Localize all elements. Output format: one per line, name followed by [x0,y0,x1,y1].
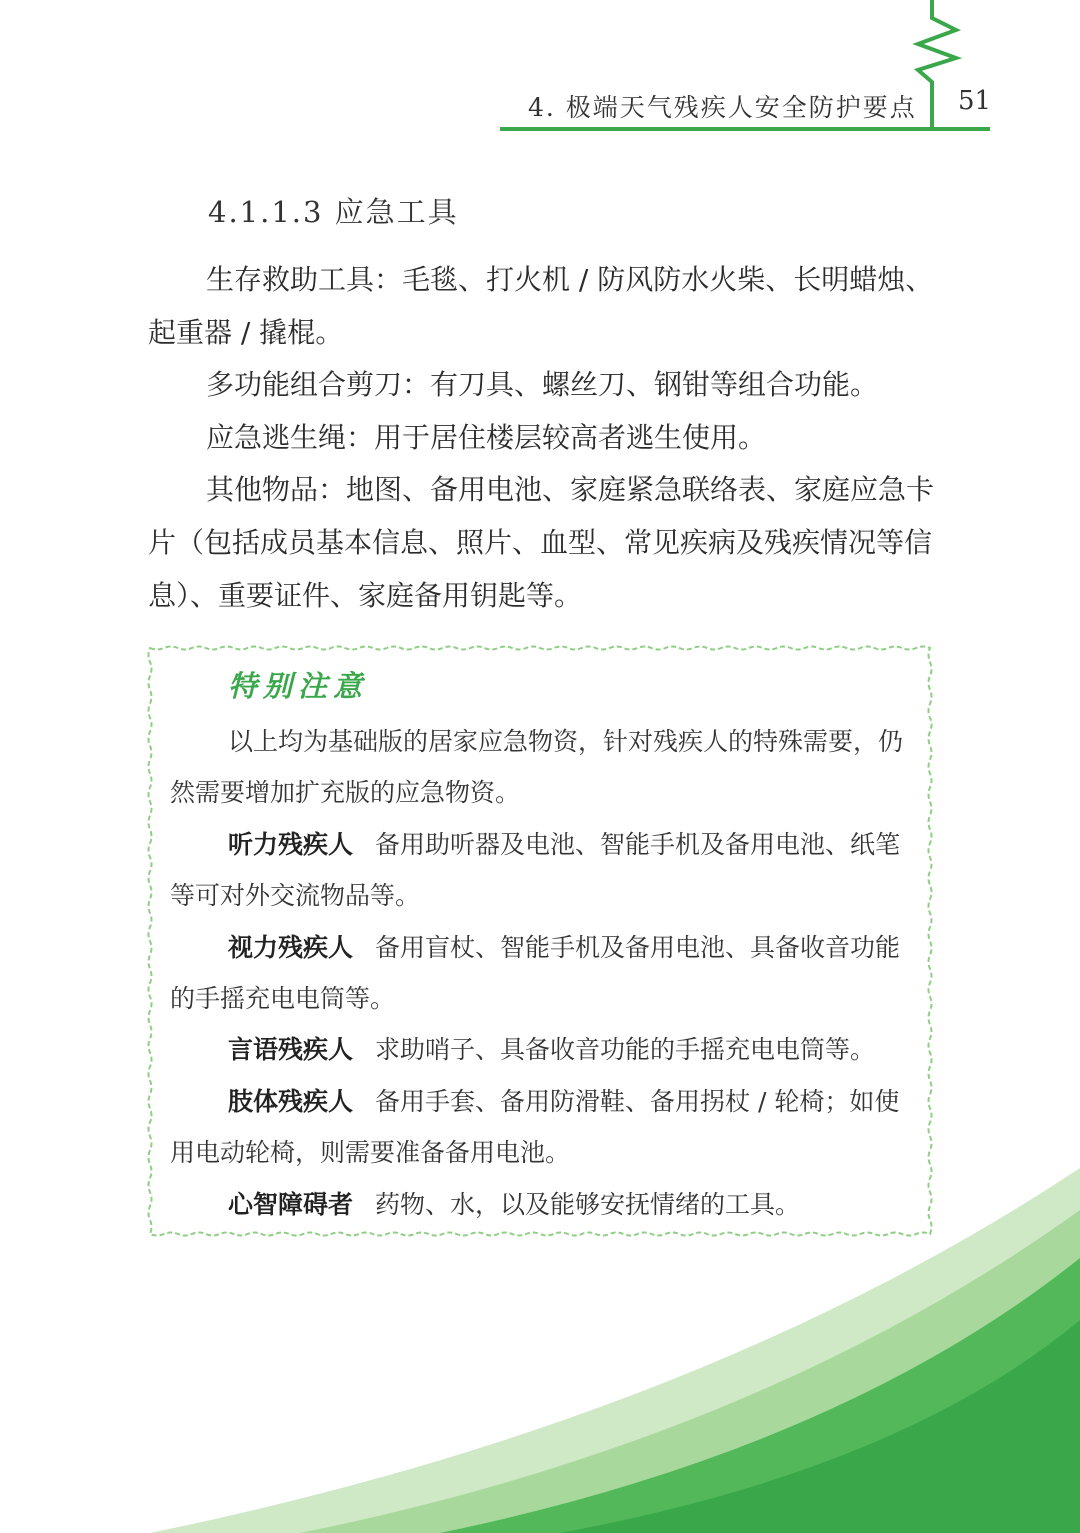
note-item-label: 肢体残疾人 [228,1086,354,1116]
note-body [170,716,915,1230]
note-title: 特别注意 [228,669,369,703]
note-item-label: 心智障碍者 [228,1189,354,1219]
note-item-text: 药物、水，以及能够安抚情绪的工具。 [375,1189,801,1219]
page-number: 51 [958,86,992,116]
note-item-text: 备用助听器及电池、智能手机及备用电池、纸笔等可对外交流物品等。 [170,829,901,911]
note-item-text: 求助哨子、具备收音功能的手摇充电电筒等。 [375,1035,876,1065]
paragraph: 其他物品：地图、备用电池、家庭紧急联络表、家庭应急卡片（包括成员基本信息、照片、血型、常见疾病及残疾情况等信息）、重要证件、家庭备用钥匙等。 [148,473,935,612]
note-item-label: 听力残疾人 [228,829,354,859]
note-item-label: 视力残疾人 [228,932,354,962]
note-item [170,922,915,1025]
paragraph: 生存救助工具：毛毯、打火机 / 防风防水火柴、长明蜡烛、起重器 / 撬棍。 [148,263,934,349]
note-item-text: 备用盲杖、智能手机及备用电池、具备收音功能的手摇充电电筒等。 [170,932,901,1014]
note-item-text: 备用手套、备用防滑鞋、备用拐杖 / 轮椅；如使用电动轮椅，则需要准备备用电池。 [170,1086,900,1168]
note-item [170,1076,915,1179]
note-item [170,1179,915,1230]
body-text [148,254,948,622]
paragraph: 应急逃生绳：用于居住楼层较高者逃生使用。 [206,420,767,454]
chapter-title: 4. 极端天气残疾人安全防护要点 [528,93,917,122]
paragraph: 多功能组合剪刀：有刀具、螺丝刀、钢钳等组合功能。 [206,368,879,402]
note-item-label: 言语残疾人 [228,1035,354,1065]
note-intro: 以上均为基础版的居家应急物资，针对残疾人的特殊需要，仍然需要增加扩充版的应急物资。 [170,727,904,808]
section-heading: 4.1.1.3 应急工具 [208,195,459,229]
note-item [170,1024,915,1075]
note-item [170,819,915,922]
